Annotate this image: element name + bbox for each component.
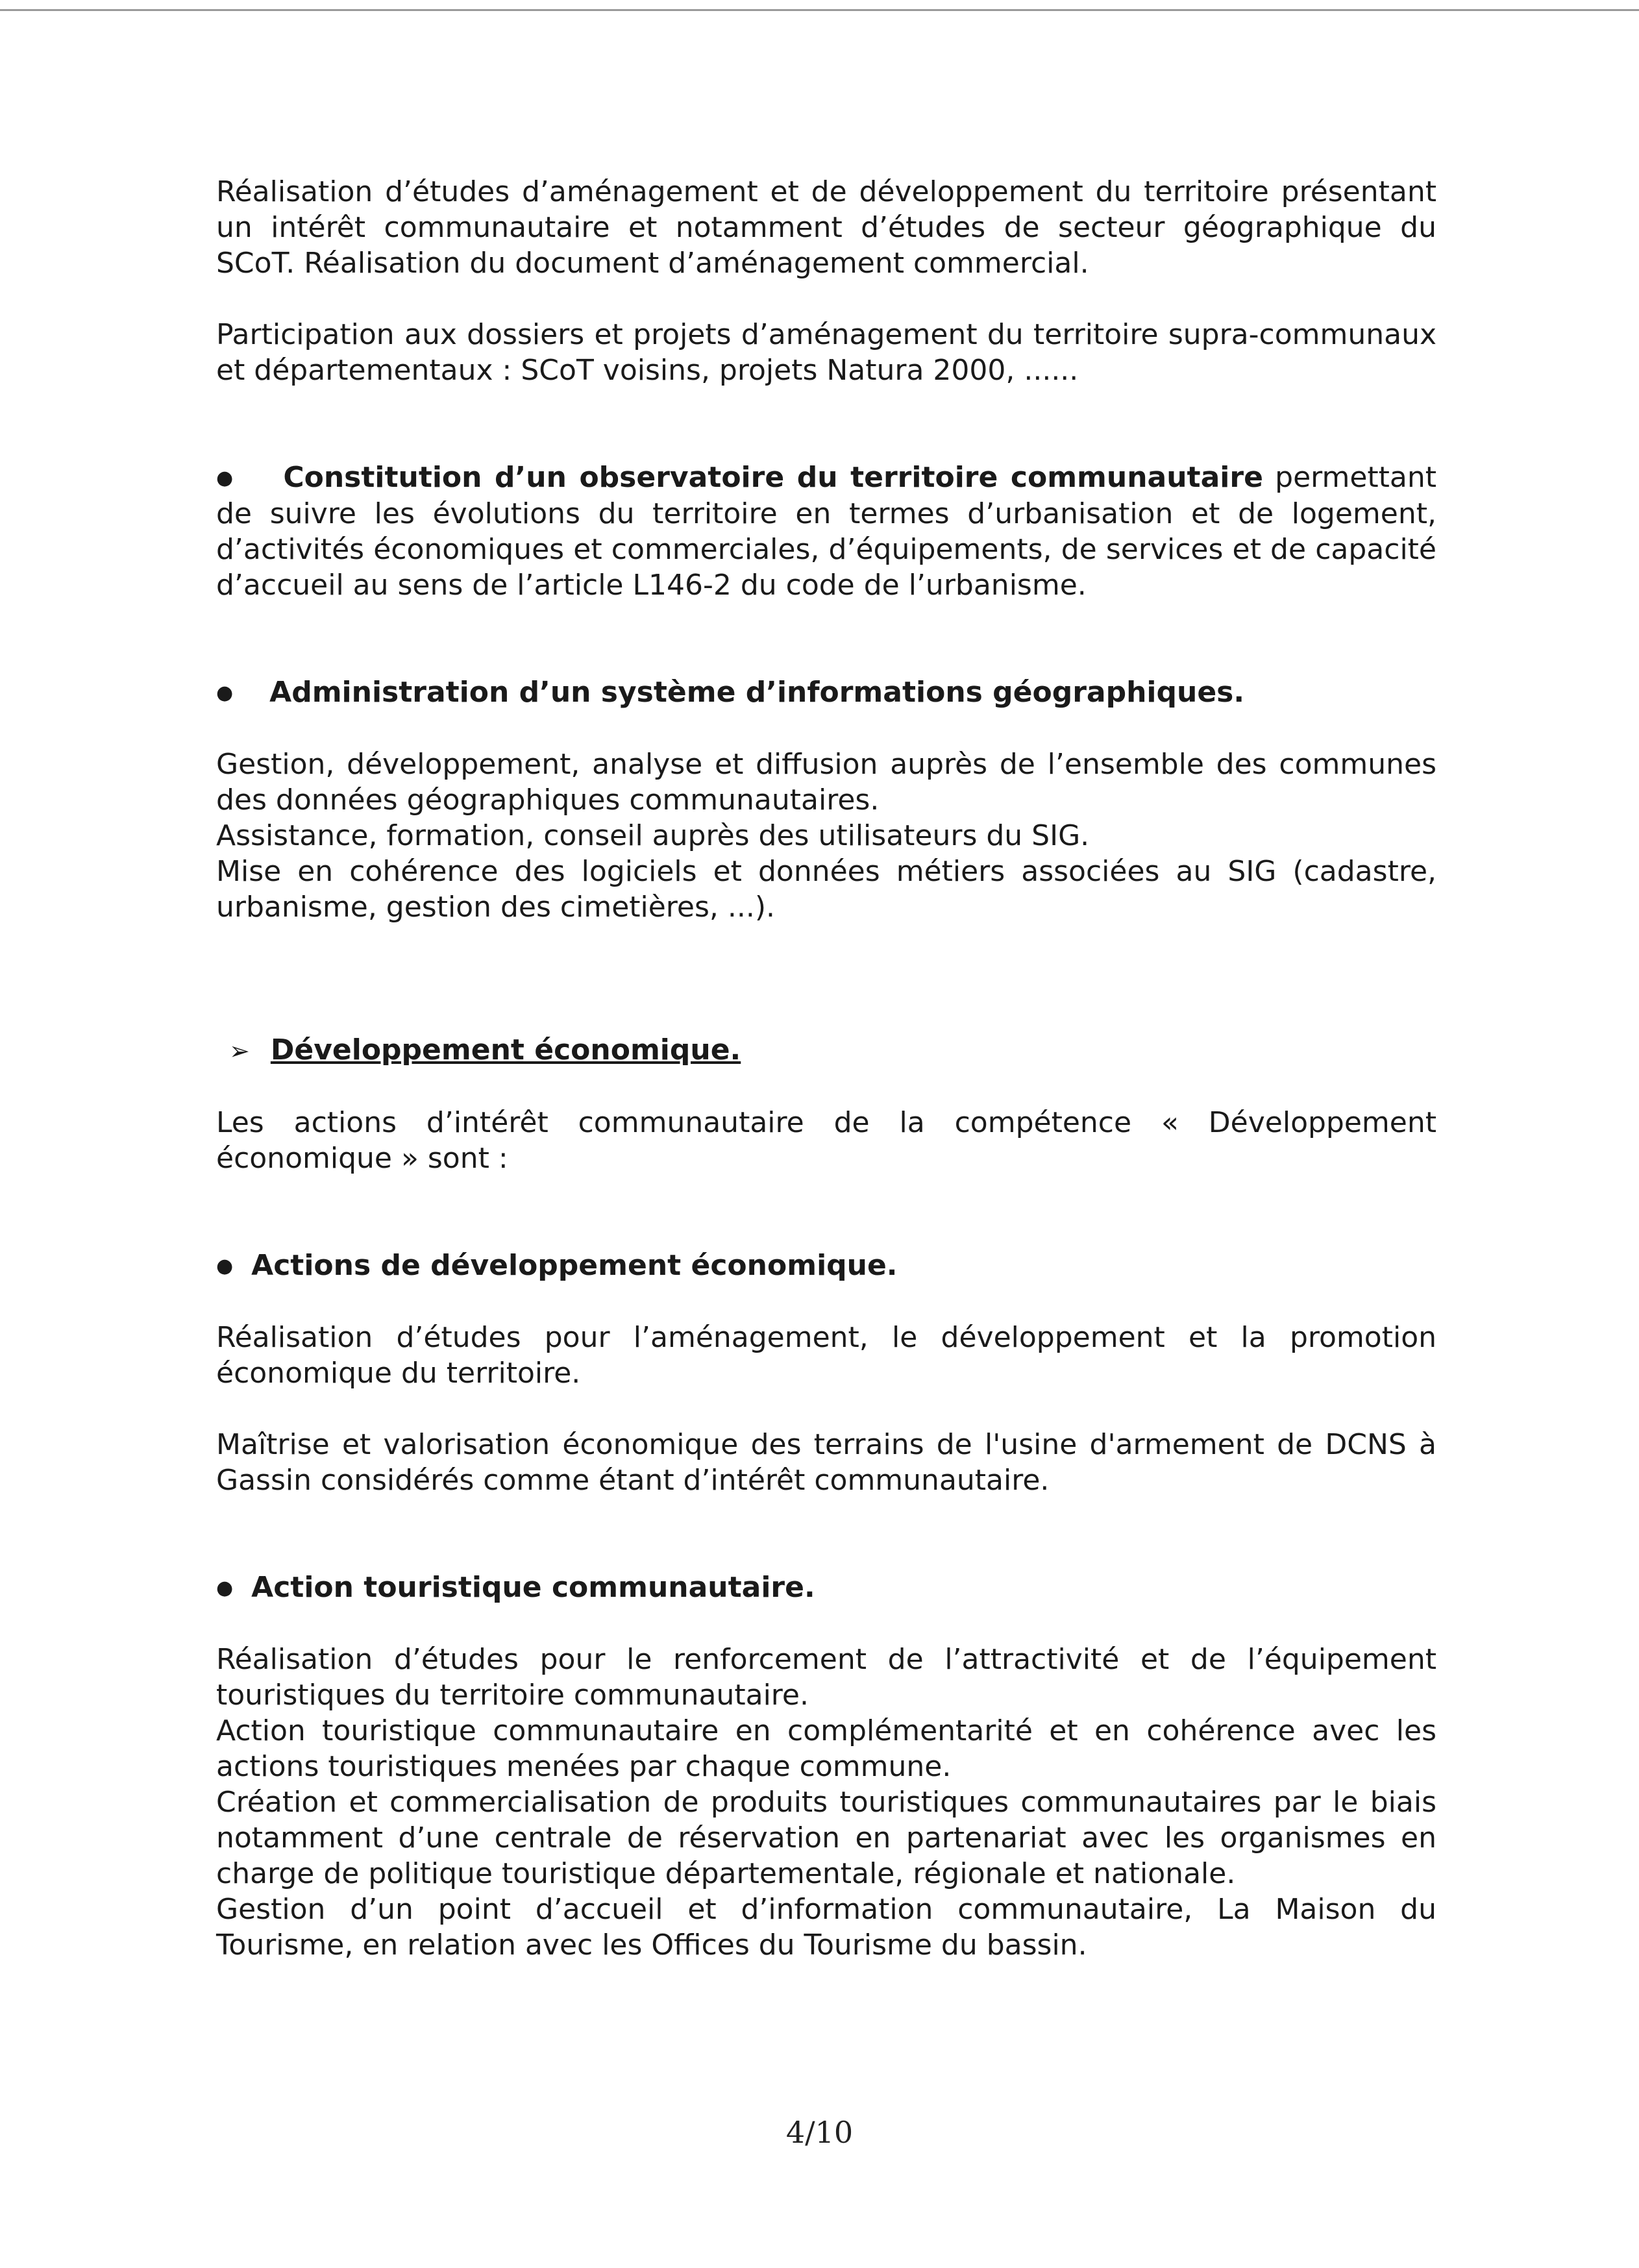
section-title-text: Développement économique.	[270, 1033, 741, 1066]
paragraph-assistance: Assistance, formation, conseil auprès des utilisateurs du SIG.	[216, 819, 1090, 852]
paragraph-etudes-amenagement: Réalisation d’études d’aménagement et de développement du territoire présentant un intérêt communautaire et notamment d’études de secteur géographique du SCoT. Réalisation du document d’aménagement commercial.	[216, 175, 1436, 280]
bullet-dot-icon: ●	[216, 467, 236, 489]
paragraph-commercialisation: Création et commercialisation de produits touristiques communautaires par le biais notamment d’une centrale de réservation en partenariat avec les organismes en charge de politique touristique départementale, régionale et nationale.	[216, 1786, 1436, 1890]
bullet-sig	[216, 674, 1436, 711]
bullet-observatoire	[216, 460, 1436, 603]
bullet-dot-icon: ●	[216, 682, 234, 704]
document-body	[216, 174, 1436, 1963]
paragraph-etudes-promotion: Réalisation d’études pour l’aménagement, le développement et la promotion économique du territoire.	[216, 1321, 1436, 1390]
paragraph-actions-interet: Les actions d’intérêt communautaire de la compétence « Développement économique » sont :	[216, 1106, 1436, 1175]
bullet-actions-developpement-title: Actions de développement économique.	[251, 1249, 898, 1282]
paragraph-participation-dossiers: Participation aux dossiers et projets d’aménagement du territoire supra-communaux et départementaux : SCoT voisins, projets Natura 2000, ......	[216, 318, 1436, 387]
page-number: 4/10	[785, 2115, 854, 2150]
paragraph-renforcement-attractivite: Réalisation d’études pour le renforcement de l’attractivité et de l’équipement touristiques du territoire communautaire.	[216, 1643, 1436, 1712]
paragraph-complementarite: Action touristique communautaire en complémentarité et en cohérence avec les actions touristiques menées par chaque commune.	[216, 1714, 1436, 1783]
bullet-sig-title: Administration d’un système d’informations géographiques.	[269, 676, 1245, 709]
paragraph-maitrise-terrains: Maîtrise et valorisation économique des terrains de l'usine d'armement de DCNS à Gassin considérés comme étant d’intérêt communautaire.	[216, 1428, 1436, 1497]
bullet-dot-icon: ●	[216, 1255, 234, 1277]
bullet-actions-developpement	[216, 1248, 1436, 1284]
paragraph-mise-en-coherence: Mise en cohérence des logiciels et données métiers associées au SIG (cadastre, urbanisme, gestion des cimetières, ...).	[216, 855, 1436, 924]
arrow-bullet-icon: ➢	[229, 1037, 250, 1065]
scan-edge-line	[0, 9, 1639, 11]
bullet-action-touristique	[216, 1570, 1436, 1606]
bullet-observatoire-text: permettant de suivre les évolutions du territoire en termes d’urbanisation et de logement, d’activités économiques et commerciales, d’équipements, de services et de capacité d’accueil au sens de l’article L146-2 du code de l’urbanisme.	[216, 461, 1436, 602]
bullet-observatoire-title: Constitution d’un observatoire du territoire communautaire	[283, 461, 1263, 494]
bullet-dot-icon: ●	[216, 1577, 234, 1599]
paragraph-gestion-donnees: Gestion, développement, analyse et diffusion auprès de l’ensemble des communes des données géographiques communautaires.	[216, 748, 1436, 817]
paragraph-point-accueil: Gestion d’un point d’accueil et d’information communautaire, La Maison du Tourisme, en relation avec les Offices du Tourisme du bassin.	[216, 1893, 1436, 1962]
bullet-action-touristique-title: Action touristique communautaire.	[251, 1571, 815, 1604]
section-title-developpement-economique	[216, 1032, 1436, 1069]
